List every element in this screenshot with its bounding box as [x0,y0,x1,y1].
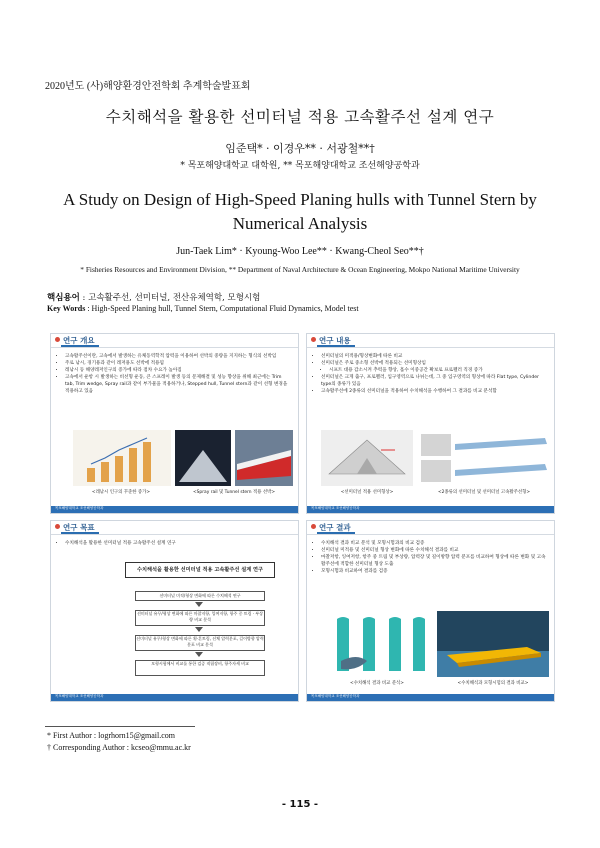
keywords-english [47,304,359,313]
flow-step-box: 모형시험에서 비교를 통한 검증 직립장비, 항주자세 비교 [135,660,265,676]
list-item: • 주로 낚시, 경기용과 같이 레저용도 선박에 적용됨 [65,360,289,367]
panel-objective-title: 연구 목표 [63,523,95,532]
results-caption-left: <수치해석 결과 비교 분석> [350,681,404,686]
bullet-dot-icon [55,337,60,342]
footnote-corresponding-author: † Corresponding Author : kcseo@mmu.ac.kr [47,743,191,752]
list-item: • 고속활주선이란, 고속에서 발생하는 유체동역학적 압력을 이용하여 선박의 중량을 지지하는 형식의 선박임 [65,353,289,360]
panel-overview-header [51,334,298,348]
panel-results-header [307,521,554,535]
bullet-dot-icon [311,337,316,342]
authors-english: Jun-Taek Lim* · Kyoung-Woo Lee** · Kwang-Cheol Seo**† [176,246,424,257]
list-item: • 수치해석을 활용한 선미터널 적용 고속활주선 설계 연구 [65,540,289,547]
panel-results-title: 연구 결과 [319,523,351,532]
page-number: - 115 - [281,799,319,810]
keywords-korean-label: 핵심용어 [47,293,80,303]
bullet-dot-icon [311,524,316,529]
overview-caption-right: <Spray rail 및 Tunnel stern 적용 선박> [192,490,276,495]
title-underline [317,345,355,347]
list-item: • 선미터널의 미적용/형상변화에 따른 비교 [321,353,547,360]
results-caption-right: <수치해석과 모형시험의 결과 비교> [457,681,529,686]
keywords-english-label: Key Words [47,304,86,313]
keywords-english-text: : High-Speed Planing hull, Tunnel Stern, Computational Fluid Dynamics, Model test [85,304,359,313]
panel-overview [50,333,299,514]
panel-footer-text: 목포해양대학교 조선해양공학과 [55,506,104,510]
tunnel-stern-diagram [321,430,413,486]
panel-footer [307,694,554,701]
objective-bullets [57,540,289,547]
tunnel-stern-hull-forms [419,430,549,486]
flow-step-box: 선미터널 유무/형상 변화에 따른 횡·흔트림, 선체 압력분포, 길이방향 압력분포 비교 분석 [135,635,265,651]
list-item: • 레낚시 등 해양레저인구의 증가에 따라 점차 수요가 높아짐 [65,367,289,374]
affiliations-english: * Fisheries Resources and Environment Division, ** Department of Naval Architecture & Ocean Engineering, Mokpo National Maritime University [80,265,520,274]
list-item: • 선미터널은 크게 출구, 프로펠러, 입구영역으로 나뉘는데, 그 중 입구영역의 형상에 따라 Flat type, Cylinder type의 종류가 있음 [321,374,547,388]
panel-footer-text: 목포해양대학교 조선해양공학과 [55,694,104,698]
title-underline [61,345,99,347]
flow-title-box: 수치해석을 활용한 선미터널 적용 고속활주선 설계 연구 [125,562,275,578]
footnote-divider [45,726,195,727]
list-item: • 선미터널 미적용 및 선미터널 형상 변화에 따른 수치해석 결과를 비교 [321,547,547,554]
flow-step-box: 선미터널 미적/형상 변화에 따른 수치해석 연구 [135,591,265,601]
leisure-growth-bar-chart [73,430,171,486]
panel-footer [51,694,298,701]
overview-caption-left: <레낚시 인구의 꾸준한 증가> [91,490,151,495]
panel-footer-text: 목포해양대학교 조선해양공학과 [311,506,360,510]
authors-korean: 임준택* · 이경우** · 서광철**† [225,142,375,155]
panel-footer [51,506,298,513]
panel-overview-title: 연구 개요 [63,336,95,345]
affiliations-korean: * 목포해양대학교 대학원, ** 목포해양대학교 조선해양공학과 [180,161,420,171]
panel-results [306,520,555,702]
panel-footer [307,506,554,513]
content-bullets [313,353,547,395]
overview-bullets [57,353,289,395]
model-test-comparison-image [437,611,549,677]
list-item: • 시프트 대용 감소시켜 추력을 향상, 흘수 이중공간 확보로 프로펠러 직경 증가 [329,367,547,374]
title-underline [61,532,99,534]
list-item: • 마찰저항, 잉여저항, 항주 중 트림 및 부상량, 압력장 및 길이방향 압력 분포를 비교하여 형상에 따른 변화 및 고속활주선에 적합한 선미터널 형상 도출 [321,554,547,568]
keywords-korean [47,291,260,303]
flow-arrow-icon [195,627,203,632]
keywords-korean-text: : 고속활주선, 선미터널, 전산유체역학, 모형시험 [79,293,261,303]
results-bullets [313,540,547,575]
footnote-first-author: * First Author : logrhorn15@gmail.com [47,731,176,740]
title-underline [317,532,355,534]
flow-step-box: 선미터널 유무/형상 변화에 따른 마찰저항, 잉여저항, 항주 중 트림 · 부상량 비교 분석 [135,610,265,626]
panel-content [306,333,555,514]
list-item: • 선미터널은 주로 중소형 선박에 적용되는 선미형상임 [321,360,547,367]
flow-arrow-icon [195,602,203,607]
conference-header: 2020년도 (사)해양환경안전학회 추계학술발표회 [45,81,251,92]
content-caption-right: <2종류의 선미터널 및 선미터널 고속활주선형> [437,490,531,495]
panel-content-header [307,334,554,348]
list-item: • 모형시험과 비교하여 결과를 검증 [321,568,547,575]
panel-footer-text: 목포해양대학교 조선해양공학과 [311,694,360,698]
content-caption-left: <선미터널 적용 선미형상> [340,490,394,495]
list-item: • 고속활주선에 2종류의 선미터널을 적용하여 수치해석을 수행하여 그 결과를 비교 분석함 [321,388,547,395]
flow-arrow-icon [195,652,203,657]
cfd-results-image [327,611,433,677]
panel-objective [50,520,299,702]
list-item: • 고속에서 운항 시 발생하는 비선형 운동, 큰 스프레이 발생 등의 문제해결 및 성능 향상을 위해 최근에는 Trim tab, Trim wedge, Spray rail과 같이 부가물을 적용하거나, Stepped hull, Tunnel stern과 같이 선형 변경을 적용하고 있음 [65,374,289,395]
tunnel-stern-boat-photo [175,430,293,486]
bullet-dot-icon [55,524,60,529]
list-item: • 수치해석 결과 비교 분석 및 모형시험과의 비교 검증 [321,540,547,547]
title-korean: 수치해석을 활용한 선미터널 적용 고속활주선 설계 연구 [105,108,495,126]
title-english: A Study on Design of High-Speed Planing hulls with Tunnel Stern by Numerical Analysis [63,190,537,233]
panel-content-title: 연구 내용 [319,336,351,345]
panel-objective-header [51,521,298,535]
